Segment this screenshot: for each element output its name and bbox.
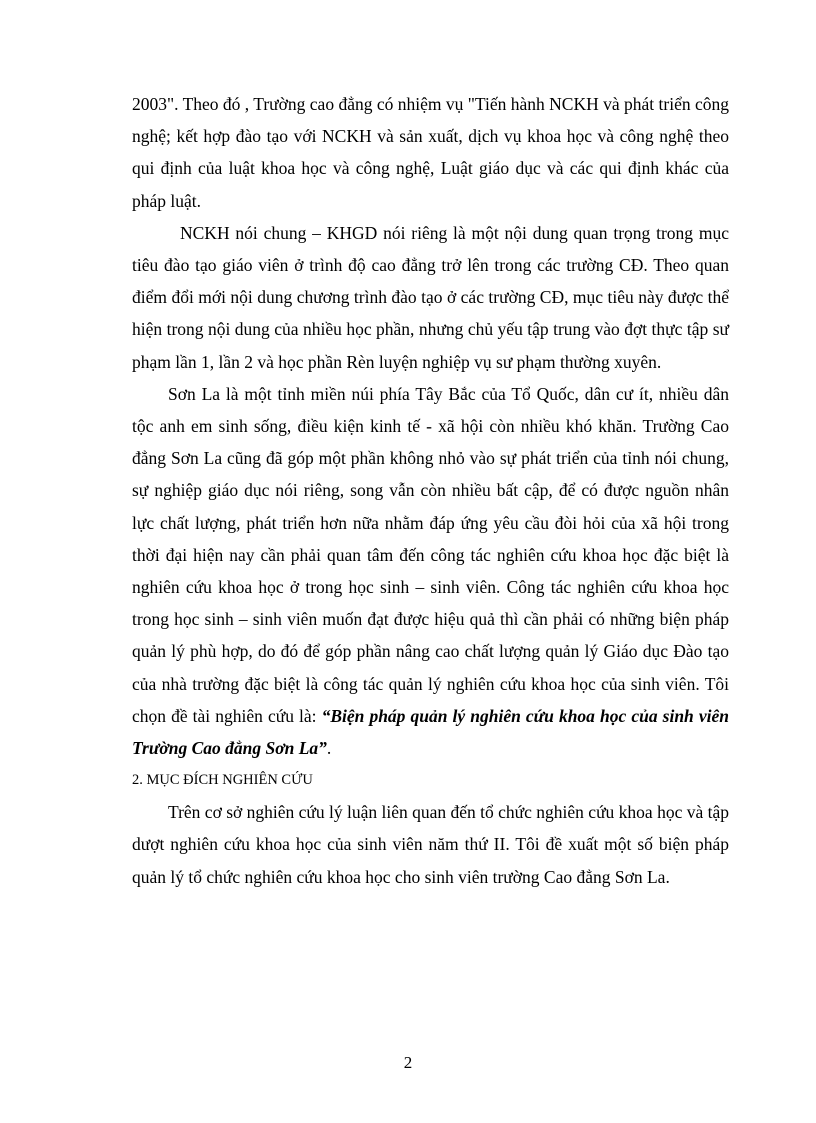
page-number: 2: [403, 1053, 413, 1072]
paragraph-3-end: .: [326, 738, 332, 759]
paragraph-2: NCKH nói chung – KHGD nói riêng là một nội dung quan trọng trong mục tiêu đào tạo giáo viên ở trình độ cao đẳng trở lên trong các trường CĐ. Theo quan điểm đổi mới nội dung chương trình đào tạo ở các trường CĐ, mục tiêu này được thể hiện trong nội dung của nhiều học phần, nhưng chủ yếu tập trung vào đợt thực tập sư phạm lần 1, lần 2 và học phần Rèn luyện nghiệp vụ sư phạm thường xuyên.: [132, 222, 729, 372]
paragraph-3: [132, 378, 729, 764]
section-heading: 2. MỤC ĐÍCH NGHIÊN CỨU: [132, 772, 313, 789]
paragraph-4: Trên cơ sở nghiên cứu lý luận liên quan đến tổ chức nghiên cứu khoa học và tập dượt nghiên cứu khoa học của sinh viên năm thứ II. Tôi đề xuất một số biện pháp quản lý tổ chức nghiên cứu khoa học cho sinh viên trường Cao đẳng Sơn La.: [132, 802, 729, 887]
paragraph-1: 2003". Theo đó , Trường cao đẳng có nhiệm vụ "Tiến hành NCKH và phát triển công nghệ; kết hợp đào tạo với NCKH và sản xuất, dịch vụ khoa học và công nghệ theo qui định của luật khoa học và công nghệ, Luật giáo dục và các qui định khác của pháp luật.: [132, 94, 729, 211]
thesis-title: “Biện pháp quản lý nghiên cứu khoa học của sinh viên Trường Cao đẳng Sơn La”: [132, 705, 729, 759]
body-text: [132, 88, 729, 893]
paragraph-3-text: Sơn La là một tỉnh miền núi phía Tây Bắc của Tổ Quốc, dân cư ít, nhiều dân tộc anh em sinh sống, điều kiện kinh tế - xã hội còn nhiều khó khăn. Trường Cao đẳng Sơn La cũng đã góp một phần không nhỏ vào sự phát triển của tỉnh nói chung, sự nghiệp giáo dục nói riêng, song vẫn còn nhiều bất cập, để có được nguồn nhân lực chất lượng, phát triển hơn nữa nhằm đáp ứng yêu cầu đòi hỏi của xã hội trong thời đại hiện nay cần phải quan tâm đến công tác nghiên cứu khoa học đặc biệt là nghiên cứu khoa học ở trong học sinh – sinh viên. Công tác nghiên cứu khoa học trong học sinh – sinh viên muốn đạt được hiệu quả thì cần phải có những biện pháp quản lý phù hợp, do đó để góp phần nâng cao chất lượng quản lý Giáo dục Đào tạo của nhà trường đặc biệt là công tác quản lý nghiên cứu khoa học của sinh viên. Tôi chọn đề tài nghiên cứu là:: [132, 383, 729, 726]
